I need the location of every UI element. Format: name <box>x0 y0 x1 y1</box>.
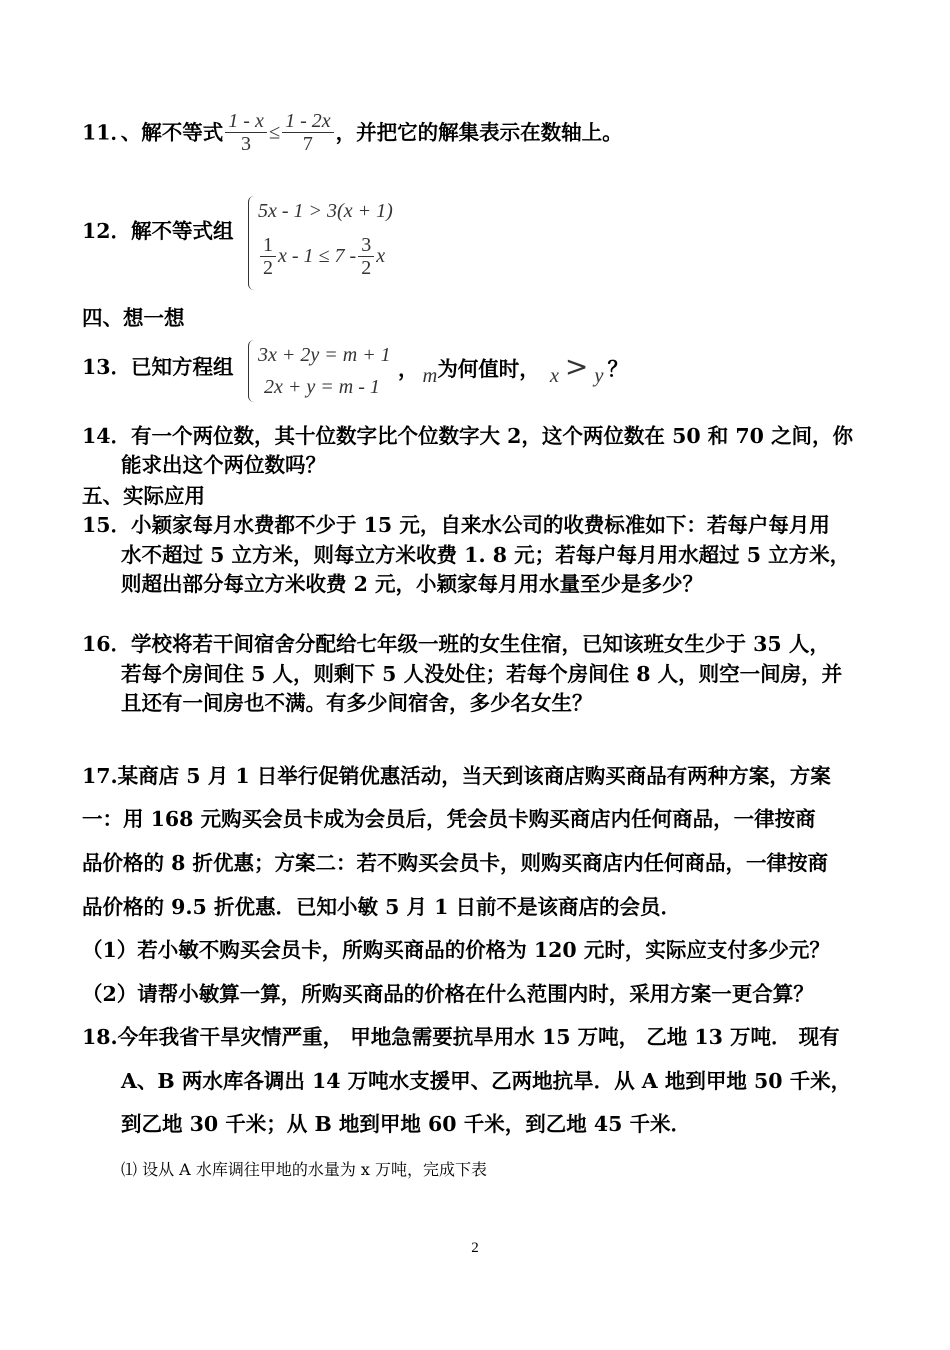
q17-line3: 品价格的 8 折优惠；方案二：若不购买会员卡，则购买商店内任何商品，一律按商 <box>82 851 829 875</box>
q11-frac1-denominator: 3 <box>241 133 252 155</box>
q17-sub2: （2）请帮小敏算一算，所购买商品的价格在什么范围内时，采用方案一更合算？ <box>82 982 814 1006</box>
question-11 <box>82 110 623 156</box>
q13-m: m <box>422 365 438 387</box>
q13-line1: 3x + 2y = m + 1 <box>258 344 391 366</box>
q11-frac2-numerator: 1 - 2x <box>282 110 334 133</box>
question-12-label: 12．解不等式组 <box>82 219 234 243</box>
q18-line3: 到乙地 30 千米；从 B 地到甲地 60 千米，到乙地 45 千米． <box>121 1112 692 1136</box>
q12-frac-three-halves <box>358 234 374 279</box>
q18-sub1: ⑴ 设从 A 水库调往甲地的水量为 x 万吨，完成下表 <box>121 1160 488 1179</box>
q16-line2: 若每个房间住 5 人，则剩下 5 人没处住；若每个房间住 8 人，则空一间房，并 <box>121 662 843 686</box>
q17-line1: 17.某商店 5 月 1 日举行促销优惠活动，当天到该商店购买商品有两种方案，方案 <box>82 764 831 788</box>
q18-line2: A、B 两水库各调出 14 万吨水支援甲、乙两地抗旱．从 A 地到甲地 50 千米， <box>121 1069 852 1093</box>
q16-line3: 且还有一间房也不满。有多少间宿舍，多少名女生？ <box>121 691 593 715</box>
q12-inequality-system <box>248 196 418 290</box>
q13-x: x <box>549 365 559 387</box>
q12-line2 <box>258 234 385 279</box>
q13-question-tail <box>398 350 628 387</box>
q11-prefix: 11．、解不等式 <box>82 120 224 145</box>
q11-fraction-left <box>225 110 267 155</box>
section-heading-4: 四、想一想 <box>82 306 185 330</box>
q11-frac2-denominator: 7 <box>302 133 313 155</box>
q15-line1: 15．小颖家每月水费都不少于 15 元，自来水公司的收费标准如下：若每户每月用 <box>82 513 830 537</box>
q13-line2: 2x + y = m - 1 <box>264 376 380 398</box>
q18-line1: 18.今年我省干旱灾情严重， 甲地急需要抗旱用水 15 万吨， 乙地 13 万吨． 现有 <box>82 1025 840 1049</box>
q14-line1: 14．有一个两位数，其十位数字比个位数字大 2，这个两位数在 50 和 70 之间，你 <box>82 424 854 448</box>
q13-y: y <box>594 365 604 387</box>
q15-line2: 水不超过 5 立方米，则每立方米收费 1. 8 元；若每户每月用水超过 5 立方米， <box>121 543 851 567</box>
q12-line2-end: x <box>376 245 386 267</box>
q17-line4: 品价格的 9.5 折优惠．已知小敏 5 月 1 日前不是该商店的会员． <box>82 895 682 919</box>
q12-frac2-den: 2 <box>361 257 372 279</box>
q15-line3: 则超出部分每立方米收费 2 元，小颖家每月用水量至少是多少？ <box>121 572 704 596</box>
q12-frac-half <box>260 234 276 279</box>
q16-line1: 16．学校将若干间宿舍分配给七年级一班的女生住宿，已知该班女生少于 35 人， <box>82 632 830 656</box>
q12-frac1-den: 2 <box>263 257 273 279</box>
q17-sub1: （1）若小敏不购买会员卡，所购买商品的价格为 120 元时，实际应支付多少元？ <box>82 938 830 962</box>
q13-mid: 为何值时， <box>437 357 540 381</box>
q13-end: ？ <box>607 357 628 381</box>
q12-line1: 5x - 1 > 3(x + 1) <box>258 200 393 222</box>
section-heading-5: 五、实际应用 <box>82 484 205 508</box>
q13-equation-system <box>248 340 398 402</box>
q11-frac1-numerator: 1 - x <box>225 110 267 133</box>
question-13-label: 13．已知方程组 <box>82 355 234 379</box>
q14-line2: 能求出这个两位数吗？ <box>121 453 326 477</box>
q13-gt: > <box>564 350 589 383</box>
q12-frac2-num: 3 <box>358 234 374 257</box>
q17-line2: 一：用 168 元购买会员卡成为会员后，凭会员卡购买商店内任何商品，一律按商 <box>82 807 816 831</box>
q12-frac1-num: 1 <box>260 234 276 257</box>
q11-leq-symbol: ≤ <box>268 121 281 144</box>
q13-comma: ， <box>398 357 419 381</box>
q12-line2-mid: x - 1 ≤ 7 - <box>278 245 357 267</box>
page-number: 2 <box>471 1240 479 1256</box>
q11-fraction-right <box>282 110 334 155</box>
q11-suffix: ，并把它的解集表示在数轴上。 <box>335 120 623 145</box>
